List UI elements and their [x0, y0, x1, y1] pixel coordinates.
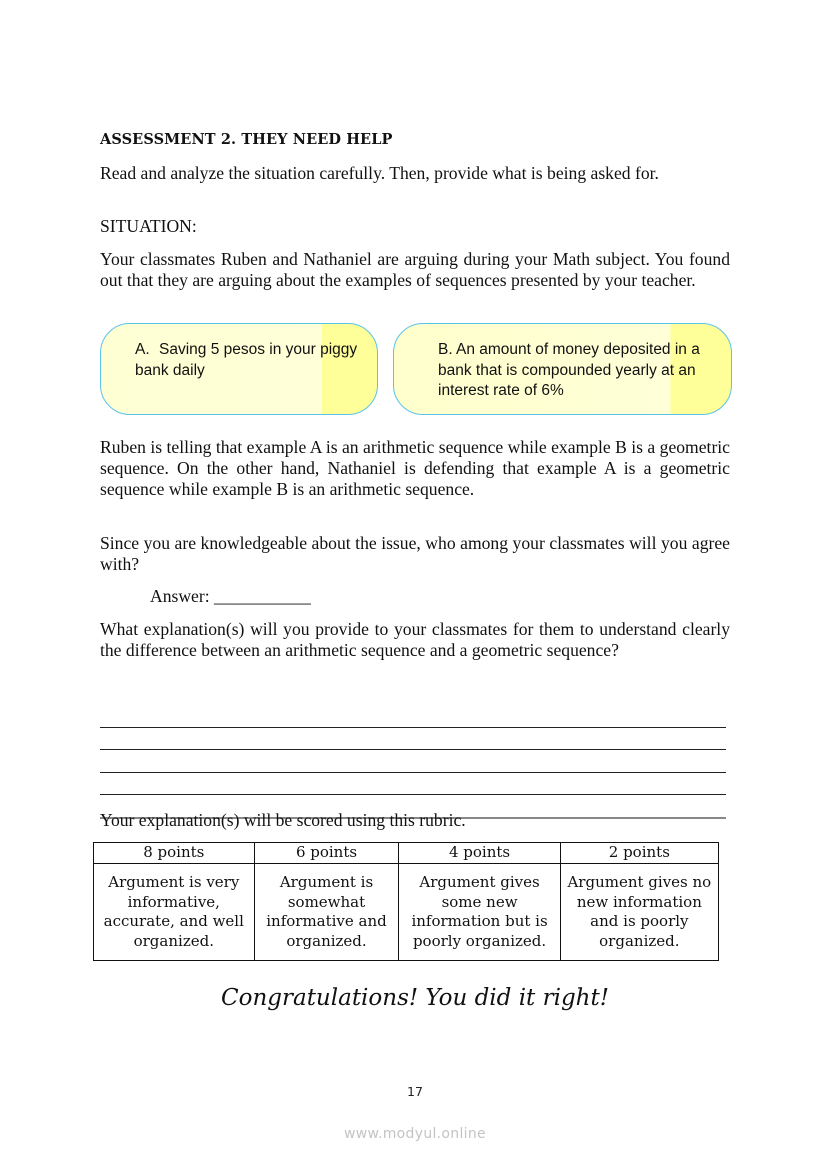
question-explanation: What explanation(s) will you provide to your classmates for them to understand clearly the difference between an arithmetic sequence and a geometric sequence?	[100, 619, 730, 660]
answer-line[interactable]	[100, 705, 726, 728]
rubric-header-6: 6 points	[254, 843, 399, 864]
rubric-table	[93, 842, 719, 961]
rubric-cell-8: Argument is very informative, accurate, and well organized.	[94, 864, 255, 961]
question-agree: Since you are knowledgeable about the issue, who among your classmates will you agree with?	[100, 533, 730, 574]
argument-paragraph: Ruben is telling that example A is an arithmetic sequence while example B is a geometric sequence. On the other hand, Nathaniel is defending that example A is a geometric sequence while example B is an arithmetic sequence.	[100, 437, 730, 499]
rubric-description-row	[94, 864, 719, 961]
rubric-cell-2: Argument gives no new information and is poorly organized.	[560, 864, 718, 961]
explanation-answer-lines[interactable]	[100, 705, 726, 819]
instructions-paragraph: Read and analyze the situation carefully. Then, provide what is being asked for.	[100, 163, 659, 183]
rubric-header-row	[94, 843, 719, 864]
page-number: 17	[407, 1084, 423, 1099]
example-b-box	[393, 323, 732, 415]
example-a-text: Saving 5 pesos in your piggy bank daily	[135, 341, 358, 379]
rubric-intro: Your explanation(s) will be scored using this rubric.	[100, 810, 466, 830]
example-b-letter: B.	[438, 341, 453, 358]
answer-line[interactable]	[100, 750, 726, 773]
answer-line[interactable]	[100, 728, 726, 751]
closing-message: Congratulations! You did it right!	[221, 985, 609, 1011]
situation-label: SITUATION:	[100, 216, 197, 236]
example-a-letter: A.	[135, 341, 150, 358]
example-b-text: An amount of money deposited in a bank that is compounded yearly at an interest rate of 6%	[438, 341, 700, 399]
answer-line[interactable]	[100, 773, 726, 796]
example-a-box	[100, 323, 378, 415]
situation-paragraph: Your classmates Ruben and Nathaniel are arguing during your Math subject. You found out that they are arguing about the examples of sequences presented by your teacher.	[100, 249, 730, 290]
rubric-cell-6: Argument is somewhat informative and organized.	[254, 864, 399, 961]
assessment-heading: ASSESSMENT 2. THEY NEED HELP	[100, 131, 393, 148]
rubric-header-2: 2 points	[560, 843, 718, 864]
answer-blank[interactable]: Answer: ___________	[150, 586, 311, 606]
rubric-header-8: 8 points	[94, 843, 255, 864]
rubric-cell-4: Argument gives some new information but is poorly organized.	[399, 864, 560, 961]
watermark: www.modyul.online	[344, 1126, 486, 1142]
rubric-header-4: 4 points	[399, 843, 560, 864]
